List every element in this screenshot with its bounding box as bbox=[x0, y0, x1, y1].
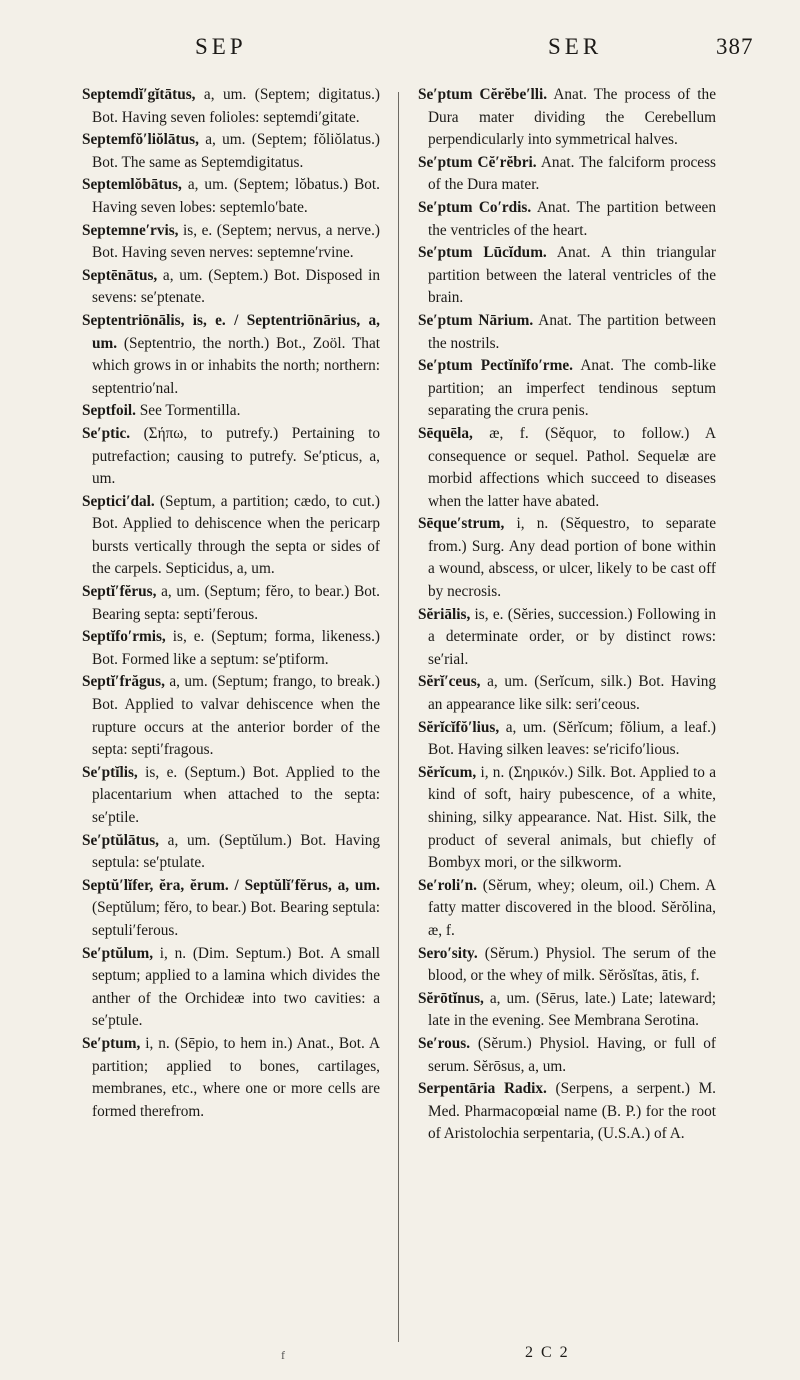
entry-headword: Septĭfo′rmis, bbox=[82, 628, 166, 646]
dictionary-entry bbox=[82, 943, 380, 1033]
entry-headword: Sēque′strum, bbox=[418, 515, 505, 533]
entry-headword: Septĭ′fĕrus, bbox=[82, 583, 157, 601]
entry-headword: Se′ptum Nārium. bbox=[418, 311, 534, 329]
entry-definition: Anat. The falciform process of the Dura mater. bbox=[428, 153, 716, 194]
entry-definition: i, n. (Sēpio, to hem in.) Anat., Bot. A partition; applied to bones, cartilages, membranes, etc., where one or more cells are formed therefrom. bbox=[92, 1034, 380, 1120]
entry-headword: Sero′sity. bbox=[418, 944, 478, 962]
entry-definition: (Sĕrum.) Physiol. The serum of the blood, or the whey of milk. Sĕrŏsĭtas, ātis, f. bbox=[428, 944, 716, 985]
dictionary-entry bbox=[418, 1078, 716, 1146]
entry-headword: Se′ptĭlis, bbox=[82, 763, 138, 781]
entry-definition: Anat. The partition between the nostrils. bbox=[428, 311, 716, 352]
entry-definition: (Septentrio, the north.) Bot., Zoöl. That which grows in or inhabits the north; northern: septentrio′nal. bbox=[92, 334, 380, 397]
dictionary-entry bbox=[82, 626, 380, 671]
entry-definition: i, n. (Σηρικόν.) Silk. Bot. Applied to a kind of soft, hairy pubescence, of a white, shining, silky appearance. Nat. Hist. Silk, the product of several animals, but chiefly of Bombyx mori, or the silkworm. bbox=[428, 763, 716, 872]
dictionary-entry bbox=[418, 355, 716, 423]
entry-headword: Se′rous. bbox=[418, 1034, 471, 1052]
dictionary-entry bbox=[82, 220, 380, 265]
entry-headword: Sĕrĭcum, bbox=[418, 763, 477, 781]
entry-definition: a, um. (Sērus, late.) Late; lateward; late in the evening. See Membrana Serotina. bbox=[428, 989, 716, 1030]
entry-definition: i, n. (Sĕquestro, to separate from.) Surg. Any dead portion of bone within a wound, abscess, or ulcer, likely to be cast off by necrosis. bbox=[428, 515, 716, 601]
entry-headword: Septēnātus, bbox=[82, 266, 158, 284]
entry-definition: (Σήπω, to putrefy.) Pertaining to putrefaction; causing to putrefy. Se′pticus, a, um. bbox=[92, 424, 380, 488]
entry-definition: a, um. (Septŭlum.) Bot. Having septula: se′ptulate. bbox=[92, 831, 380, 872]
page-number: 387 bbox=[716, 34, 754, 59]
page-header bbox=[0, 34, 800, 64]
entry-headword: Sĕrōtĭnus, bbox=[418, 989, 484, 1007]
dictionary-entry bbox=[418, 875, 716, 943]
entry-definition: (Sĕrum.) Physiol. Having, or full of serum. Sĕrōsus, a, um. bbox=[428, 1034, 716, 1075]
dictionary-entry bbox=[82, 265, 380, 310]
dictionary-entry bbox=[82, 129, 380, 174]
entry-definition: (Sĕrum, whey; oleum, oil.) Chem. A fatty matter discovered in the blood. Sĕrŏlina, æ, f. bbox=[428, 876, 716, 939]
dictionary-entry bbox=[82, 830, 380, 875]
printer-mark: f bbox=[281, 1348, 285, 1362]
dictionary-entry bbox=[82, 1033, 380, 1123]
entry-definition: Anat. The process of the Dura mater dividing the Cerebellum perpendicularly into symmetrical halves. bbox=[428, 86, 716, 149]
entry-headword: Septĭ′frăgus, bbox=[82, 673, 165, 691]
entry-definition: is, e. (Septum.) Bot. Applied to the placentarium when attached to the septa: se′ptile. bbox=[92, 763, 380, 826]
entry-definition: is, e. (Septem; nervus, a nerve.) Bot. Having seven nerves: septemne′rvine. bbox=[92, 221, 380, 262]
entry-headword: Septemfŏ′liŏlātus, bbox=[82, 131, 199, 149]
dictionary-entry bbox=[418, 152, 716, 197]
entry-definition: Anat. A thin triangular partition between the lateral ventricles of the brain. bbox=[428, 244, 716, 307]
dictionary-entry bbox=[418, 988, 716, 1033]
entry-definition: Anat. The partition between the ventricles of the heart. bbox=[428, 198, 716, 239]
dictionary-entry bbox=[418, 242, 716, 310]
entry-definition: æ, f. (Sĕquor, to follow.) A consequence or sequel. Pathol. Sequelæ are morbid affections which succeed to diseases when the latter have abated. bbox=[428, 424, 716, 510]
entry-headword: Se′roli′n. bbox=[418, 876, 477, 894]
entry-headword: Se′ptum, bbox=[82, 1034, 141, 1052]
right-column bbox=[418, 84, 716, 1146]
entry-headword: Septfoil. bbox=[82, 402, 136, 420]
entry-headword: Sĕrĭcĭfŏ′lius, bbox=[418, 718, 500, 736]
left-column bbox=[82, 84, 380, 1123]
dictionary-entry bbox=[82, 423, 380, 491]
entry-headword: Se′ptum Cĕrĕbe′lli. bbox=[418, 86, 548, 103]
dictionary-entry bbox=[82, 84, 380, 129]
entry-definition: Anat. The comb-like partition; an imperfect tendinous septum separating the crura penis. bbox=[428, 357, 716, 420]
entry-headword: Se′ptum Lūcĭdum. bbox=[418, 244, 547, 262]
entry-headword: Septici′dal. bbox=[82, 492, 155, 510]
entry-definition: is, e. (Septum; forma, likeness.) Bot. Formed like a septum: se′ptiform. bbox=[92, 628, 380, 668]
entry-definition: is, e. (Sĕries, succession.) Following in a determinate order, or by distinct rows: se′rial. bbox=[428, 605, 716, 668]
dictionary-entry bbox=[82, 400, 380, 423]
entry-headword: Septemdĭ′gĭtātus, bbox=[82, 86, 196, 103]
dictionary-entry bbox=[418, 604, 716, 672]
entry-definition: a, um. (Septem.) Bot. Disposed in sevens: se′ptenate. bbox=[92, 266, 380, 307]
entry-headword: Septŭ′lĭfer, ĕra, ĕrum. / Septŭlĭ′fĕrus, a, um. bbox=[82, 876, 380, 894]
dictionary-entry bbox=[82, 581, 380, 626]
entry-headword: Se′ptŭlātus, bbox=[82, 831, 159, 849]
entry-headword: Septemlŏbātus, bbox=[82, 176, 182, 194]
entry-definition: a, um. (Septem; digitatus.) Bot. Having seven folioles: septemdi′gitate. bbox=[92, 86, 380, 126]
entry-headword: Se′ptum Co′rdis. bbox=[418, 198, 532, 216]
entry-definition: a, um. (Septem; lŏbatus.) Bot. Having seven lobes: septemlo′bate. bbox=[92, 176, 380, 216]
entry-headword: Se′ptŭlum, bbox=[82, 944, 154, 962]
dictionary-entry bbox=[418, 423, 716, 513]
dictionary-entry bbox=[418, 717, 716, 762]
entry-headword: Sĕriālis, bbox=[418, 605, 471, 623]
dictionary-entry bbox=[418, 1033, 716, 1078]
dictionary-entry bbox=[418, 943, 716, 988]
entry-headword: Sēquēla, bbox=[418, 424, 473, 442]
entry-definition: (Septŭlum; fĕro, to bear.) Bot. Bearing septula: septuli′ferous. bbox=[92, 899, 380, 939]
entry-headword: Sĕrĭ′ceus, bbox=[418, 673, 481, 691]
signature-mark: 2 C 2 bbox=[525, 1344, 570, 1361]
entry-definition: a, um. (Septem; fŏliŏlatus.) Bot. The same as Septemdigitatus. bbox=[92, 131, 380, 171]
dictionary-entry bbox=[82, 310, 380, 400]
dictionary-entry bbox=[82, 671, 380, 761]
entry-definition: i, n. (Dim. Septum.) Bot. A small septum; applied to a lamina which divides the anther of the Orchideæ into two cavities: a se′ptule. bbox=[92, 944, 380, 1030]
dictionary-entry bbox=[418, 84, 716, 152]
dictionary-entry bbox=[82, 174, 380, 219]
column-divider bbox=[398, 92, 399, 1342]
entry-definition: a, um. (Septum; frango, to break.) Bot. Applied to valvar dehiscence when the rupture occurs at the anterior border of the septa: septi′fragous. bbox=[92, 673, 380, 759]
dictionary-entry bbox=[418, 671, 716, 716]
entry-headword: Septentriōnālis, is, e. / Septentriōnārius, a, um. bbox=[82, 311, 380, 352]
dictionary-entry bbox=[82, 491, 380, 581]
dictionary-entry bbox=[418, 310, 716, 355]
entry-definition: a, um. (Septum; fĕro, to bear.) Bot. Bearing septa: septi′ferous. bbox=[92, 583, 380, 623]
header-left-guide: SEP bbox=[195, 34, 247, 59]
entry-definition: See Tormentilla. bbox=[135, 402, 241, 420]
entry-definition: (Serpens, a serpent.) M. Med. Pharmacopœial name (B. P.) for the root of Aristolochia serpentaria, (U.S.A.) of A. bbox=[428, 1080, 717, 1143]
dictionary-entry bbox=[82, 875, 380, 943]
entry-headword: Se′ptic. bbox=[82, 424, 131, 442]
dictionary-entry bbox=[82, 762, 380, 830]
dictionary-entry bbox=[418, 762, 716, 875]
entry-definition: a, um. (Serĭcum, silk.) Bot. Having an appearance like silk: seri′ceous. bbox=[428, 673, 716, 714]
dictionary-entry bbox=[418, 513, 716, 603]
header-right-guide: SER bbox=[548, 34, 603, 59]
entry-definition: a, um. (Sĕrĭcum; fŏlium, a leaf.) Bot. Having silken leaves: se′ricifo′lious. bbox=[428, 718, 716, 759]
entry-headword: Se′ptum Pectĭnĭfo′rme. bbox=[418, 357, 573, 375]
entry-headword: Serpentāria Radix. bbox=[418, 1080, 547, 1098]
entry-definition: (Septum, a partition; cædo, to cut.) Bot. Applied to dehiscence when the pericarp bursts vertically through the septa or sides of the carpels. Septicidus, a, um. bbox=[92, 492, 380, 578]
dictionary-entry bbox=[418, 197, 716, 242]
entry-headword: Se′ptum Cĕ′rĕbri. bbox=[418, 153, 537, 171]
entry-headword: Septemne′rvis, bbox=[82, 221, 179, 239]
